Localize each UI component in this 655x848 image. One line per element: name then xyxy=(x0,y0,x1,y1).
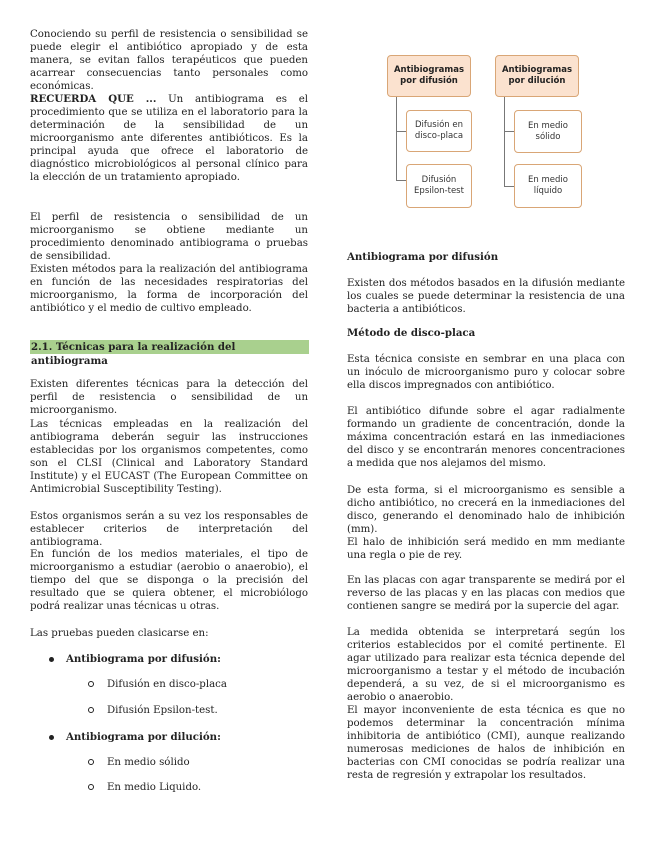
connector-line xyxy=(396,131,406,132)
paragraph-sensible: De esta forma, si el microorganismo es sensible a dicho antibiótico, no crecerá en la inmediaciones del disco, generando el denominado halo de inhibición (mm). xyxy=(347,485,625,535)
bullet-ring-icon xyxy=(88,681,94,687)
paragraph-resistance-profile: Conociendo su perfil de resistencia o sensibilidad se puede elegir el antibiótico apropiado y de esta manera, se evitan fallos terapéuticos que pueden acarrear consecuencias tanto personales como económicas. xyxy=(30,29,308,92)
paragraph-metodos: Existen métodos para la realización del antibiograma en función de las necesidades respiratorias del microorganismo, la forma de incorporación del antibiótico y el medio de cultivo empleado. xyxy=(30,264,308,314)
paragraph-tecnicas: Existen diferentes técnicas para la detección del perfil de resistencia o sensibilidad de un microorganismo. xyxy=(30,379,308,416)
diagram-box-epsilon: Difusión Epsilon-test xyxy=(406,164,472,208)
paragraph-difunde: El antibiótico difunde sobre el agar radialmente formando un gradiente de concentración, donde la máxima concentración estará en las inmediaciones del disco y se encontrarán menores concentraciones a medida que nos alejamos del mismo. xyxy=(347,406,625,469)
diagram-box-disco-placa: Difusión en disco-placa xyxy=(406,110,472,152)
paragraph-halo: El halo de inhibición será medido en mm mediante una regla o pie de rey. xyxy=(347,537,625,561)
bullet-ring-icon xyxy=(88,759,94,765)
section-heading: 2.1. Técnicas para la realización del antibiograma xyxy=(30,340,309,354)
list-item-label: En medio Liquido. xyxy=(107,782,202,793)
diagram-box-liquido: En medio líquido xyxy=(514,164,582,208)
bullet-dot-icon xyxy=(49,735,54,740)
paragraph-clasificacion: Las pruebas pueden clasicarse en: xyxy=(30,628,209,639)
bullet-dot-icon xyxy=(49,657,54,662)
connector-line xyxy=(396,97,397,180)
paragraph-inconveniente: El mayor inconveniente de esta técnica es que no podemos determinar la concentración mínima inhibitoria de antibiótico (CMI), aunque realizando numerosas mediciones de halos de inhibición en bacterias con CMI conocidas se podría realizar una resta de regresión y extrapolar los resultados. xyxy=(347,705,625,781)
paragraph-perfil: El perfil de resistencia o sensibilidad de un microorganismo se obtiene mediante un procedimiento denominado antibiograma o pruebas de sensibilidad. xyxy=(30,212,308,262)
paragraph-medida: La medida obtenida se interpretará según los criterios establecidos por el comité pertinente. El agar utilizado para realizar esta técnica depende del microorganismo a testar y el método de incubación dependerá, a su vez, de si el microorganismo es aerobio o anaerobio. xyxy=(347,627,625,703)
list-item-label: Difusión Epsilon-test. xyxy=(107,705,218,716)
list-item-label: En medio sólido xyxy=(107,757,190,768)
list-item-label: Antibiograma por dilución: xyxy=(66,731,221,743)
paragraph-recuerda xyxy=(30,93,308,184)
heading-disco-placa: Método de disco-placa xyxy=(347,327,476,339)
connector-line xyxy=(396,180,406,181)
list-item-dilucion xyxy=(49,731,221,743)
list-item-label: Difusión en disco-placa xyxy=(107,679,227,690)
paragraph-placas: En las placas con agar transparente se medirá por el reverso de las placas y en las placas con medios que contienen sangre se medirá por la supercie del agar. xyxy=(347,575,625,612)
diagram-box-dilucion: Antibiogramas por dilución xyxy=(495,55,579,97)
recuerda-text: Un antibiograma es el procedimiento que se utiliza en el laboratorio para la determinación de la sensibilidad de un microorganismo ante diferentes antibióticos. Es la principal ayuda que ofrece el laboratorio de diagnóstico microbiológicos al personal clínico para la elección de un tratamiento apropiado. xyxy=(30,94,308,183)
paragraph-criterios: Estos organismos serán a su vez los responsables de establecer criterios de interpretación del antibiograma. xyxy=(30,511,308,548)
connector-line xyxy=(504,97,505,186)
paragraph-organismos: Las técnicas empleadas en la realización del antibiograma deberán seguir las instrucciones establecidas por los organismos competentes, como son el CLSI (Clinical and Laboratory Standard Institute) y el EUCAST (The European Committee on Antimicrobial Susceptibility Testing). xyxy=(30,419,308,495)
connector-line xyxy=(504,131,514,132)
list-item-medio-liquido xyxy=(88,782,201,793)
paragraph-tecnica: Esta técnica consiste en sembrar en una placa con un inóculo de microorganismo puro y colocar sobre ella discos impregnados con antibiótico. xyxy=(347,354,625,391)
connector-line xyxy=(504,186,514,187)
list-item-label: Antibiograma por difusión: xyxy=(66,653,221,665)
list-item-medio-solido xyxy=(88,757,190,768)
bullet-ring-icon xyxy=(88,784,94,790)
list-item-disco-placa xyxy=(88,679,227,690)
list-item-epsilon xyxy=(88,705,218,716)
heading-antibiograma-difusion: Antibiograma por difusión xyxy=(347,251,499,263)
paragraph-medios: En función de los medios materiales, el tipo de microorganismo a estudiar (aerobio o anaerobio), el tiempo del que se disponga o la precisión del resultado que se quiera obtener, el microbiólogo podrá realizar unas técnicas u otras. xyxy=(30,549,308,612)
paragraph-dos-metodos: Existen dos métodos basados en la difusión mediante los cuales se puede determinar la resistencia de una bacteria a antibióticos. xyxy=(347,278,625,315)
list-item-difusion xyxy=(49,653,221,665)
diagram-box-difusion: Antibiogramas por difusión xyxy=(387,55,471,97)
diagram-box-solido: En medio sólido xyxy=(514,110,582,153)
recuerda-label: RECUERDA QUE ... xyxy=(30,93,157,105)
bullet-ring-icon xyxy=(88,707,94,713)
